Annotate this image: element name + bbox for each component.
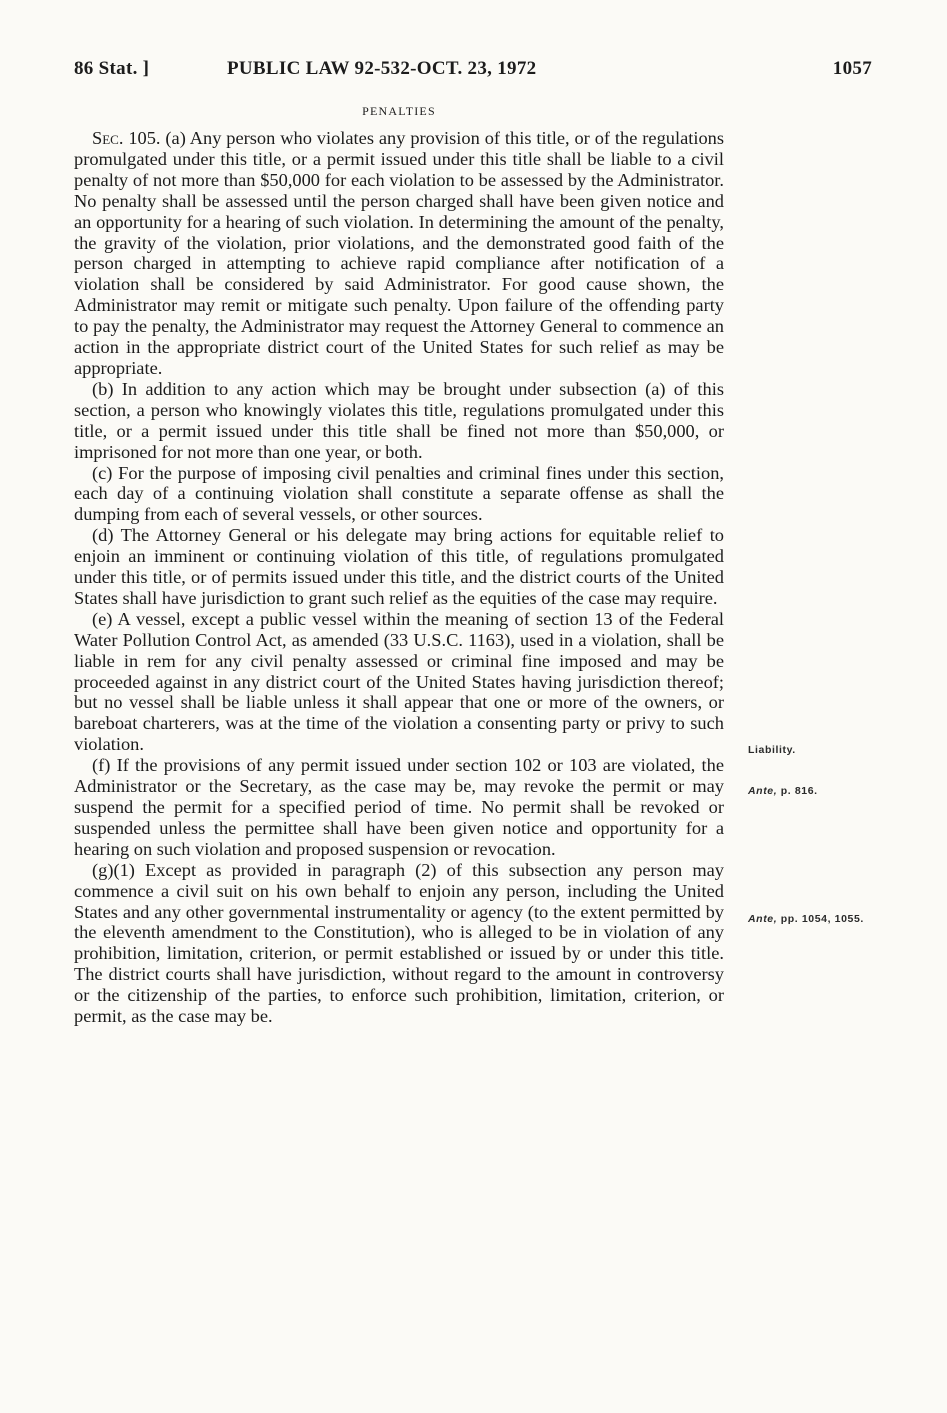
paragraph-e: (e) A vessel, except a public vessel within the meaning of section 13 of the Federal Water Pollution Control Act, as amended (33 U.S.C. 1163), used in a violation, shall be liable in rem for any civil penalty assessed or criminal fine imposed and may be proceeded against in any district court of the United States having jurisdiction thereof; but no vessel shall be liable unless it shall appear that one or more of the owners, or bareboat charterers, was at the time of the violation a consenting party or privy to such violation. bbox=[74, 608, 724, 755]
law-title: PUBLIC LAW 92-532-OCT. 23, 1972 bbox=[227, 58, 537, 79]
paragraph-a bbox=[74, 128, 724, 379]
paragraph-g: (g)(1) Except as provided in paragraph (2) of this subsection any person may commence a civil suit on his own behalf to enjoin any person, including the United States and any other governmental instrumentality or agency (to the extent permitted by the eleventh amendment to the Constitution), who is alleged to be in violation of any prohibition, limitation, criterion, or permit established or issued by or under this title. The district courts shall have jurisdiction, without regard to the amount in controversy or the citizenship of the parties, to enforce such prohibition, limitation, criterion, or permit, as the case may be. bbox=[74, 859, 724, 1027]
page-number: 1057 bbox=[832, 58, 872, 79]
paragraph-a-text: 105. (a) Any person who violates any provision of this title, or of the regulations promulgated under this title, or a permit issued under this title shall be liable to a civil penalty of not more than $50,000 for each violation to be assessed by the Administrator. No penalty shall be assessed until the person charged shall have been given notice and an opportunity for a hearing of such violation. In determining the amount of the penalty, the gravity of the violation, prior violations, and the demonstrated good faith of the person charged in attempting to achieve rapid compliance after notification of a violation shall be considered by said Administrator. For good cause shown, the Administrator may remit or mitigate such penalty. Upon failure of the offending party to pay the penalty, the Administrator may request the Attorney General to commence an action in the appropriate district court of the United States for such relief as may be appropriate. bbox=[74, 128, 724, 378]
paragraph-d: (d) The Attorney General or his delegate may bring actions for equitable relief to enjoin an imminent or continuing violation of this title, of regulations promulgated under this title, or of permits issued under this title, and the district courts of the United States shall have jurisdiction to grant such relief as the equities of the case may require. bbox=[74, 525, 724, 608]
statute-reference: 86 Stat. ] bbox=[74, 58, 150, 79]
margin-note-liability: Liability. bbox=[748, 744, 796, 756]
body-text bbox=[74, 128, 724, 1027]
margin-note-ante-816: Ante, p. 816. bbox=[748, 785, 818, 797]
running-header bbox=[74, 58, 872, 86]
section-label: Sec. bbox=[92, 128, 124, 148]
paragraph-f: (f) If the provisions of any permit issued under section 102 or 103 are violated, the Administrator or the Secretary, as the case may be, may revoke the permit or may suspend the permit for a specified period of time. No permit shall be revoked or suspended unless the permittee shall have been given notice and opportunity for a hearing on such violation and proposed suspension or revocation. bbox=[74, 755, 724, 859]
paragraph-c: (c) For the purpose of imposing civil penalties and criminal fines under this section, each day of a continuing violation shall constitute a separate offense as shall the dumping from each of several vessels, or other sources. bbox=[74, 462, 724, 525]
section-heading: PENALTIES bbox=[362, 104, 436, 118]
margin-note-ante-1054: Ante, pp. 1054, 1055. bbox=[748, 913, 864, 925]
paragraph-b: (b) In addition to any action which may be brought under subsection (a) of this section, a person who knowingly violates this title, regulations promulgated under this title, or a permit issued under this title shall be fined not more than $50,000, or imprisoned for not more than one year, or both. bbox=[74, 378, 724, 462]
